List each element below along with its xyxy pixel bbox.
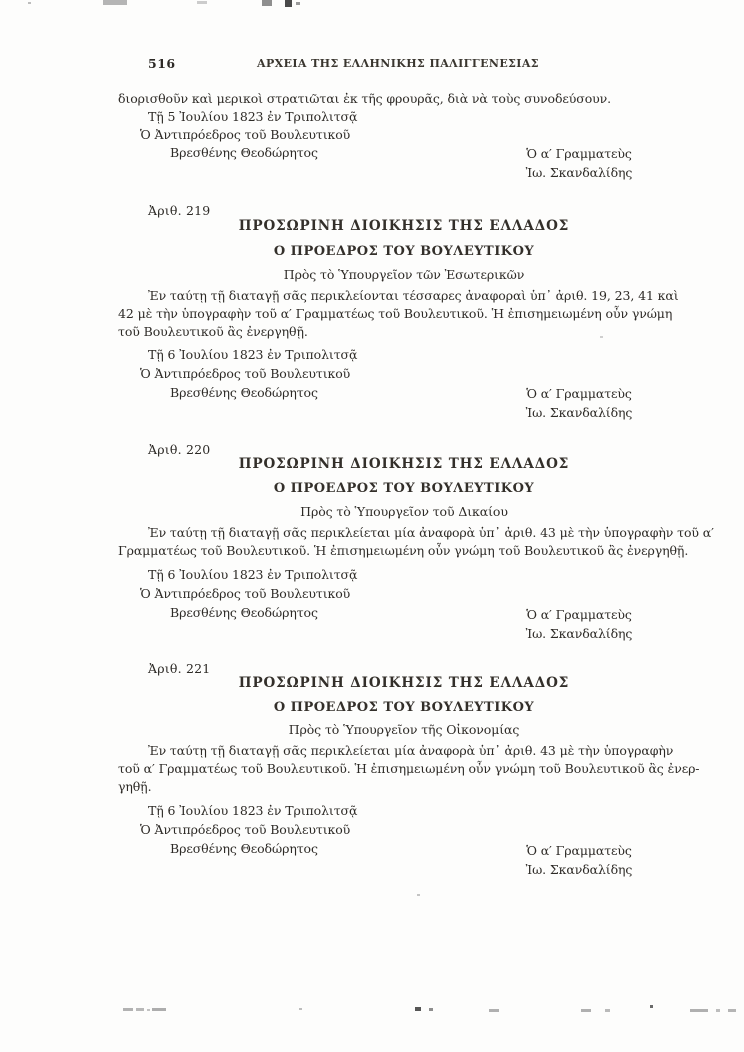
scan-artifact-top [262,0,272,6]
scan-artifact-bottom-dash [690,1009,708,1012]
scan-artifact-bottom-dash [605,1009,610,1012]
dateline: Τῇ 6 Ἰουλίου 1823 ἐν Τριπολιτσᾷ [148,803,358,818]
scan-artifact-bottom-dash [147,1009,150,1011]
carryover-paragraph-line: διορισθοῦν καὶ μερικοὶ στρατιῶται ἐκ τῆς φρουρᾶς, διὰ νὰ τοὺς συνοδεύσουν. [118,91,612,106]
dateline: Τῇ 6 Ἰουλίου 1823 ἐν Τριπολιτσᾷ [148,567,358,582]
document-subheading: Ο ΠΡΟΕΔΡΟΣ ΤΟΥ ΒΟΥΛΕΥΤΙΚΟΥ [273,700,535,715]
scan-artifact-top [197,1,207,4]
secretary-name: Ἰω. Σκανδαλίδης [525,405,633,420]
vice-president-title: Ὁ Ἀντιπρόεδρος τοῦ Βουλευτικοῦ [140,127,351,142]
vice-president-name: Βρεσθένης Θεοδώρητος [170,145,318,160]
scan-artifact-bottom-dash [728,1009,736,1012]
vice-president-title: Ὁ Ἀντιπρόεδρος τοῦ Βουλευτικοῦ [140,822,351,837]
vice-president-name: Βρεσθένης Θεοδώρητος [170,605,318,620]
scan-artifact-bottom-dash [650,1005,653,1008]
secretary-title: Ὁ α′ Γραμματεὺς [526,843,632,858]
document-heading: ΠΡΟΣΩΡΙΝΗ ΔΙΟΙΚΗΣΙΣ ΤΗΣ ΕΛΛΑΔΟΣ [238,218,570,234]
addressee-line: Πρὸς τὸ Ὑπουργεῖον τῆς Οἰκονομίας [288,722,520,737]
document-number: Ἀριθ. 219 [148,203,211,218]
dateline: Τῇ 5 Ἰουλίου 1823 ἐν Τριπολιτσᾷ [148,109,358,124]
scan-artifact-bottom-dash [299,1008,302,1010]
scan-artifact-bottom-dash [123,1008,133,1011]
vice-president-name: Βρεσθένης Θεοδώρητος [170,385,318,400]
scan-artifact-bottom-dash [152,1008,166,1011]
document-heading: ΠΡΟΣΩΡΙΝΗ ΔΙΟΙΚΗΣΙΣ ΤΗΣ ΕΛΛΑΔΟΣ [238,675,570,691]
vice-president-title: Ὁ Ἀντιπρόεδρος τοῦ Βουλευτικοῦ [140,586,351,601]
scan-artifact-bottom-dash [716,1009,720,1012]
body-line: Ἐν ταύτῃ τῇ διαταγῇ σᾶς περικλείεται μία ἀναφορὰ ὑπ᾽ ἀριθ. 43 μὲ τὴν ὑπογραφὴν τοῦ α′ [148,525,714,540]
scan-artifact-bottom-dash [415,1007,421,1011]
secretary-name: Ἰω. Σκανδαλίδης [525,862,633,877]
addressee-line: Πρὸς τὸ Ὑπουργεῖον τοῦ Δικαίου [300,504,508,519]
scan-artifact-bottom-dash [136,1008,144,1011]
document-subheading: Ο ΠΡΟΕΔΡΟΣ ΤΟΥ ΒΟΥΛΕΥΤΙΚΟΥ [273,244,535,259]
body-line: Γραμματέως τοῦ Βουλευτικοῦ. Ἡ ἐπισημειωμένη οὖν γνώμη τοῦ Βουλευτικοῦ ἂς ἐνεργηθῇ. [118,543,689,558]
scan-artifact-top [285,0,292,7]
addressee-line: Πρὸς τὸ Ὑπουργεῖον τῶν Ἐσωτερικῶν [283,267,525,282]
scan-artifact-top [103,0,127,5]
body-line: τοῦ Βουλευτικοῦ ἂς ἐνεργηθῇ. [118,324,308,339]
document-number: Ἀριθ. 220 [148,442,211,457]
running-header: ΑΡΧΕΙΑ ΤΗΣ ΕΛΛΗΝΙΚΗΣ ΠΑΛΙΓΓΕΝΕΣΙΑΣ [257,57,539,70]
secretary-name: Ἰω. Σκανδαλίδης [525,165,633,180]
document-heading: ΠΡΟΣΩΡΙΝΗ ΔΙΟΙΚΗΣΙΣ ΤΗΣ ΕΛΛΑΔΟΣ [238,456,570,472]
body-line: γηθῇ. [118,779,152,794]
scan-artifact-bottom-dash [581,1009,591,1012]
secretary-title: Ὁ α′ Γραμματεὺς [526,146,632,161]
scan-artifact-speck [417,894,420,896]
scan-artifact-bottom-dash [489,1009,499,1012]
vice-president-name: Βρεσθένης Θεοδώρητος [170,841,318,856]
scan-artifact-top [28,2,31,4]
body-line: Ἐν ταύτῃ τῇ διαταγῇ σᾶς περικλείονται τέσσαρες ἀναφοραὶ ὑπ᾽ ἀριθ. 19, 23, 41 καὶ [148,288,679,303]
body-line: τοῦ α′ Γραμματέως τοῦ Βουλευτικοῦ. Ἡ ἐπισημειωμένη οὖν γνώμη τοῦ Βουλευτικοῦ ἂς ἐνερ- [118,761,700,776]
secretary-title: Ὁ α′ Γραμματεὺς [526,607,632,622]
dateline: Τῇ 6 Ἰουλίου 1823 ἐν Τριπολιτσᾷ [148,347,358,362]
scan-artifact-bottom-dash [429,1008,433,1011]
page-number: 516 [148,56,176,71]
body-line: Ἐν ταύτῃ τῇ διαταγῇ σᾶς περικλείεται μία ἀναφορὰ ὑπ᾽ ἀριθ. 43 μὲ τὴν ὑπογραφὴν [148,743,674,758]
scan-artifact-top [296,2,300,5]
secretary-title: Ὁ α′ Γραμματεὺς [526,386,632,401]
vice-president-title: Ὁ Ἀντιπρόεδρος τοῦ Βουλευτικοῦ [140,366,351,381]
document-number: Ἀριθ. 221 [148,661,211,676]
body-line: 42 μὲ τὴν ὑπογραφὴν τοῦ α′ Γραμματέως τοῦ Βουλευτικοῦ. Ἡ ἐπισημειωμένη οὖν γνώμη [118,306,673,321]
document-subheading: Ο ΠΡΟΕΔΡΟΣ ΤΟΥ ΒΟΥΛΕΥΤΙΚΟΥ [273,481,535,496]
secretary-name: Ἰω. Σκανδαλίδης [525,626,633,641]
scan-artifact-speck [600,336,603,338]
